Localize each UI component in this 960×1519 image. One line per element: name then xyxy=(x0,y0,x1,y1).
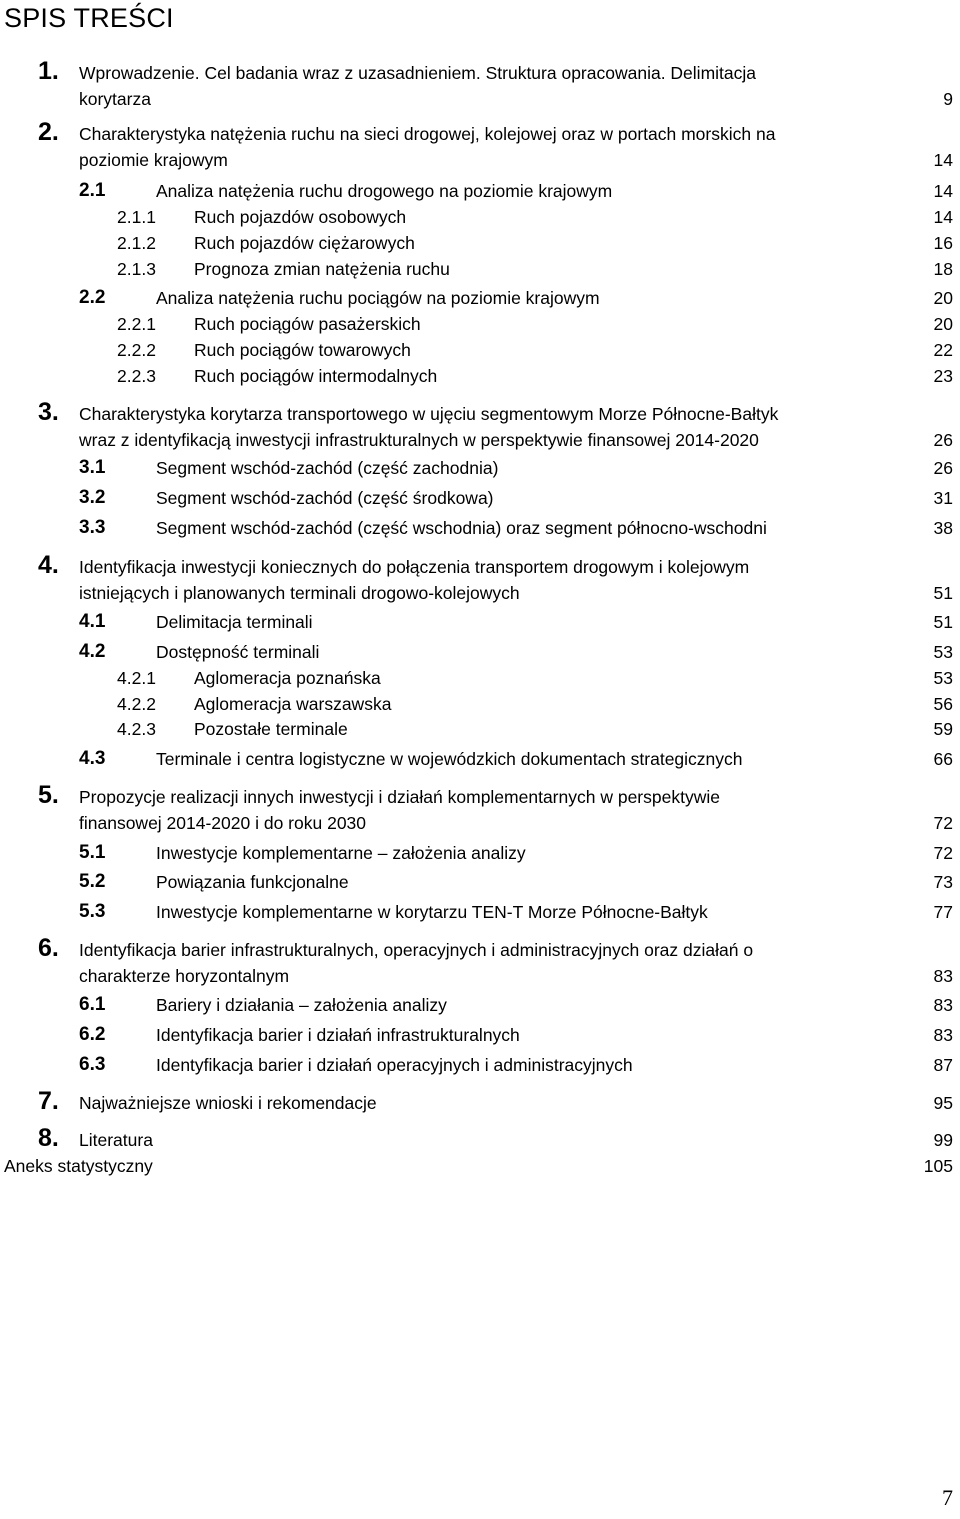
toc-entry-title xyxy=(156,639,936,665)
toc-entry-title xyxy=(156,746,936,772)
toc-entry-title-line: Propozycje realizacji innych inwestycji i działań komplementarnych w perspektywie xyxy=(79,787,720,807)
toc-entry-title-line: Aglomeracja poznańska xyxy=(194,668,381,688)
toc-entry-title xyxy=(156,515,936,541)
toc-entry-page: 53 xyxy=(933,668,953,688)
toc-entry-number: 1. xyxy=(38,57,59,85)
toc-entry-title-line: Segment wschód-zachód (część wschodnia) oraz segment północno-wschodni xyxy=(156,518,767,538)
toc-entry-title-line: Analiza natężenia ruchu drogowego na poziomie krajowym xyxy=(156,181,613,201)
toc-entry-page: 51 xyxy=(933,612,953,632)
page-number: 7 xyxy=(942,1485,953,1510)
toc-entry-title xyxy=(156,992,936,1018)
toc-entry-title-line: Ruch pojazdów ciężarowych xyxy=(194,233,415,253)
toc-entry-title-line: Identyfikacja barier i działań infrastrukturalnych xyxy=(156,1025,520,1045)
toc-entry-number: 8. xyxy=(38,1124,59,1152)
toc-entry-title-line: Ruch pociągów towarowych xyxy=(194,340,411,360)
toc-entry-title xyxy=(194,230,960,256)
toc-entry-page: 66 xyxy=(933,749,953,769)
toc-entry-number: 3.2 xyxy=(79,487,106,508)
toc-entry-title xyxy=(194,691,960,717)
toc-entry-number: 7. xyxy=(38,1087,59,1115)
toc-entry-title-line: korytarza xyxy=(79,89,151,109)
toc-entry-title xyxy=(194,337,960,363)
toc-entry-number: 6.1 xyxy=(79,994,106,1015)
toc-entry-title-line: Dostępność terminali xyxy=(156,642,320,662)
toc-entry-title-line: istniejących i planowanych terminali drogowo-kolejowych xyxy=(79,583,520,603)
page-title: SPIS TREŚCI xyxy=(4,3,174,33)
toc-entry-number: 5.3 xyxy=(79,901,106,922)
toc-entry-number: 3.3 xyxy=(79,517,106,538)
toc-entry-title-line: Prognoza zmian natężenia ruchu xyxy=(194,259,450,279)
toc-entry-title-line: Charakterystyka natężenia ruchu na sieci drogowej, kolejowej oraz w portach morskich na xyxy=(79,124,776,144)
toc-entry-title xyxy=(156,840,936,866)
toc-entry-page: 105 xyxy=(923,1156,953,1176)
toc-entry-title-line: Segment wschód-zachód (część zachodnia) xyxy=(156,458,499,478)
toc-entry-page: 59 xyxy=(933,719,953,739)
toc-entry-number: 2.1 xyxy=(79,180,106,201)
toc-entry-title-line: Ruch pojazdów osobowych xyxy=(194,207,407,227)
toc-entry-title xyxy=(156,899,936,925)
toc-entry-number: 2.1.2 xyxy=(117,233,156,253)
toc-entry-title xyxy=(79,784,859,836)
toc-entry-title-line: Aneks statystyczny xyxy=(4,1156,153,1176)
toc-entry-number: 5. xyxy=(38,781,59,809)
toc-entry-number: 5.2 xyxy=(79,871,106,892)
toc-entry-title xyxy=(79,401,859,453)
toc-entry-title xyxy=(194,256,960,282)
toc-entry-title xyxy=(156,1052,936,1078)
toc-entry-title xyxy=(194,363,960,389)
toc-entry-number: 3. xyxy=(38,398,59,426)
toc-entry-page: 26 xyxy=(933,458,953,478)
toc-entry-title-line: Najważniejsze wnioski i rekomendacje xyxy=(79,1093,377,1113)
toc-entry-title-line: Pozostałe terminale xyxy=(194,719,348,739)
toc-entry-title-line: Literatura xyxy=(79,1130,153,1150)
toc-entry-title-line: Ruch pociągów pasażerskich xyxy=(194,314,421,334)
toc-entry-title xyxy=(156,869,936,895)
toc-entry-title-line: Bariery i działania – założenia analizy xyxy=(156,995,447,1015)
toc-entry-page: 14 xyxy=(933,181,953,201)
toc-entry-page: 18 xyxy=(933,259,953,279)
toc-entry-title-line: Ruch pociągów intermodalnych xyxy=(194,366,438,386)
toc-entry-number: 2.2.3 xyxy=(117,366,156,386)
toc-entry-number: 4.2 xyxy=(79,641,106,662)
toc-entry-page: 56 xyxy=(933,694,953,714)
toc-entry-page: 20 xyxy=(933,288,953,308)
toc-entry-page: 31 xyxy=(933,488,953,508)
toc-entry-page: 20 xyxy=(933,314,953,334)
toc-entry-title-line: Terminale i centra logistyczne w wojewódzkich dokumentach strategicznych xyxy=(156,749,743,769)
toc-entry-title xyxy=(194,716,960,742)
toc-entry-number: 2.2.2 xyxy=(117,340,156,360)
toc-entry-page: 22 xyxy=(933,340,953,360)
toc-entry-title xyxy=(79,937,859,989)
toc-entry-title xyxy=(79,554,859,606)
toc-entry-title-line: Inwestycje komplementarne w korytarzu TEN-T Morze Północne-Bałtyk xyxy=(156,902,708,922)
toc-entry-page: 38 xyxy=(933,518,953,538)
toc-entry-title-line: wraz z identyfikacją inwestycji infrastrukturalnych w perspektywie finansowej 2014-2020 xyxy=(79,430,759,450)
toc-entry-page: 14 xyxy=(933,150,953,170)
toc-entry-title-line: Identyfikacja inwestycji koniecznych do połączenia transportem drogowym i kolejowym xyxy=(79,557,750,577)
toc-entry-page: 23 xyxy=(933,366,953,386)
toc-entry-title-line: poziomie krajowym xyxy=(79,150,228,170)
toc-entry-page: 77 xyxy=(933,902,953,922)
toc-entry-title xyxy=(156,455,936,481)
toc-entry-title xyxy=(156,609,936,635)
toc-entry-number: 2.1.3 xyxy=(117,259,156,279)
toc-entry-title xyxy=(194,665,960,691)
toc-entry-number: 6.3 xyxy=(79,1054,106,1075)
toc-entry-title-line: Inwestycje komplementarne – założenia analizy xyxy=(156,843,526,863)
toc-entry-page: 83 xyxy=(933,966,953,986)
toc-entry-number: 6. xyxy=(38,934,59,962)
toc-entry-title xyxy=(156,285,936,311)
toc-entry-number: 2. xyxy=(38,118,59,146)
toc-entry-number: 2.1.1 xyxy=(117,207,156,227)
toc-entry-page: 72 xyxy=(933,813,953,833)
toc-entry-number: 2.2 xyxy=(79,287,106,308)
toc-entry-number: 5.1 xyxy=(79,842,106,863)
toc-entry-number: 4.2.1 xyxy=(117,668,156,688)
toc-entry-page: 26 xyxy=(933,430,953,450)
toc-entry-page: 99 xyxy=(933,1130,953,1150)
toc-entry-title xyxy=(79,60,859,112)
toc-entry-page: 87 xyxy=(933,1055,953,1075)
toc-entry-title-line: Aglomeracja warszawska xyxy=(194,694,392,714)
toc-entry-title-line: Segment wschód-zachód (część środkowa) xyxy=(156,488,494,508)
toc-entry-title xyxy=(79,1090,859,1116)
toc-entry-number: 4. xyxy=(38,551,59,579)
toc-entry-title-line: charakterze horyzontalnym xyxy=(79,966,290,986)
toc-entry-number: 4.2.2 xyxy=(117,694,156,714)
toc-entry-number: 4.3 xyxy=(79,748,106,769)
toc-entry-page: 16 xyxy=(933,233,953,253)
toc-entry-number: 2.2.1 xyxy=(117,314,156,334)
toc-entry-title xyxy=(79,1127,859,1153)
toc-entry-page: 9 xyxy=(943,89,953,109)
toc-entry-title-line: Charakterystyka korytarza transportowego w ujęciu segmentowym Morze Północne-Bałtyk xyxy=(79,404,779,424)
toc-entry-page: 83 xyxy=(933,995,953,1015)
toc-entry-page: 83 xyxy=(933,1025,953,1045)
toc-entry-number: 4.2.3 xyxy=(117,719,156,739)
toc-entry-title-line: Analiza natężenia ruchu pociągów na poziomie krajowym xyxy=(156,288,600,308)
toc-entry-title xyxy=(194,204,960,230)
toc-entry-title xyxy=(156,178,936,204)
toc-entry-title-line: Identyfikacja barier i działań operacyjnych i administracyjnych xyxy=(156,1055,633,1075)
toc-entry-number: 3.1 xyxy=(79,457,106,478)
toc-entry-page: 51 xyxy=(933,583,953,603)
toc-entry-page: 14 xyxy=(933,207,953,227)
toc-entry-number: 4.1 xyxy=(79,611,106,632)
toc-entry-title-line: Delimitacja terminali xyxy=(156,612,313,632)
toc-entry-title xyxy=(194,311,960,337)
toc-entry-number: 6.2 xyxy=(79,1024,106,1045)
toc-entry-title-line: Identyfikacja barier infrastrukturalnych, operacyjnych i administracyjnych oraz działań o xyxy=(79,940,754,960)
toc-entry-title xyxy=(156,485,936,511)
toc-entry-title xyxy=(79,121,859,173)
toc-entry-title xyxy=(4,1153,784,1179)
toc-entry-page: 73 xyxy=(933,872,953,892)
toc-entry-title-line: finansowej 2014-2020 i do roku 2030 xyxy=(79,813,367,833)
toc-entry-title xyxy=(156,1022,936,1048)
toc-entry-page: 95 xyxy=(933,1093,953,1113)
toc-entry-page: 72 xyxy=(933,843,953,863)
toc-entry-title-line: Powiązania funkcjonalne xyxy=(156,872,349,892)
toc-entry-page: 53 xyxy=(933,642,953,662)
toc-entry-title-line: Wprowadzenie. Cel badania wraz z uzasadnieniem. Struktura opracowania. Delimitacja xyxy=(79,63,756,83)
